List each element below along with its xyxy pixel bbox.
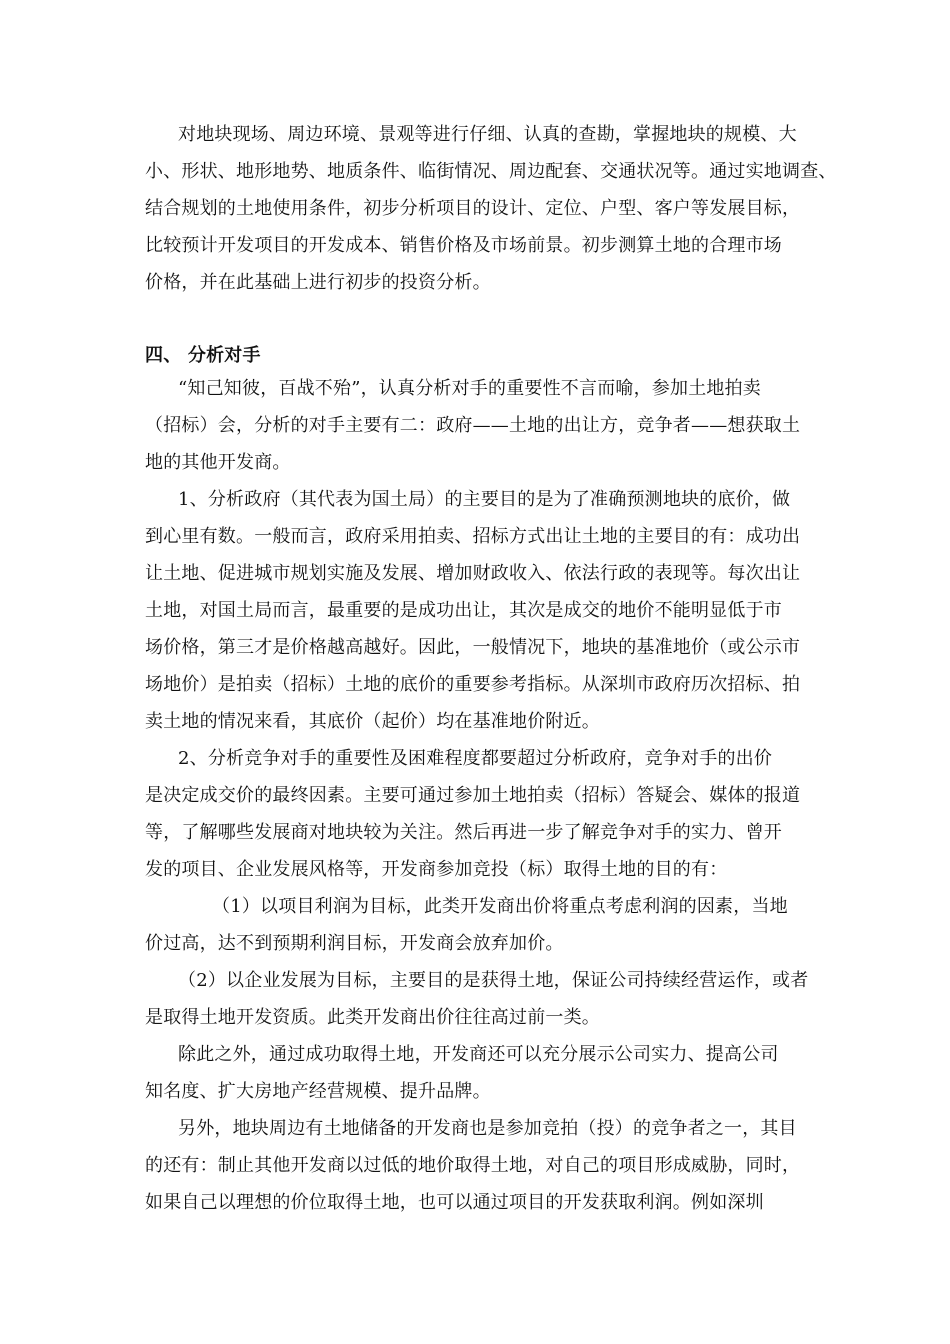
text-line: （招标）会，分析的对手主要有二：政府——土地的出让方，竞争者——想获取土: [145, 415, 801, 436]
text-line: 价过高，达不到预期利润目标，开发商会放弃加价。: [145, 933, 564, 954]
text-line: 土地，对国土局而言，最重要的是成功出让，其次是成交的地价不能明显低于市: [145, 600, 782, 621]
text-line: 如果自己以理想的价位取得土地，也可以通过项目的开发获取利润。例如深圳: [145, 1192, 764, 1213]
text-line: 发的项目、企业发展风格等，开发商参加竞投（标）取得土地的目的有：: [145, 859, 728, 880]
text-line: 价格，并在此基础上进行初步的投资分析。: [145, 272, 491, 293]
text-line: 结合规划的土地使用条件，初步分析项目的设计、定位、户型、客户等发展目标，: [145, 198, 801, 219]
text-line: 地的其他开发商。: [145, 452, 291, 473]
text-line: 卖土地的情况来看，其底价（起价）均在基准地价附近。: [145, 711, 600, 732]
text-line: 场地价）是拍卖（招标）土地的底价的重要参考指标。从深圳市政府历次招标、拍: [145, 674, 801, 695]
text-line: 场价格，第三才是价格越高越好。因此，一般情况下，地块的基准地价（或公示市: [145, 637, 801, 658]
text-line: 是决定成交价的最终因素。主要可通过参加土地拍卖（招标）答疑会、媒体的报道: [145, 785, 801, 806]
text-line: 知名度、扩大房地产经营规模、提升品牌。: [145, 1081, 491, 1102]
text-line: “知己知彼，百战不殆”，认真分析对手的重要性不言而喻，参加土地拍卖: [178, 378, 762, 399]
text-line: 2、分析竞争对手的重要性及困难程度都要超过分析政府，竞争对手的出价: [178, 748, 773, 769]
text-line: （1）以项目利润为目标，此类开发商出价将重点考虑利润的因素，当地: [212, 896, 788, 917]
text-line: 让土地、促进城市规划实施及发展、增加财政收入、依法行政的表现等。每次出让: [145, 563, 801, 584]
text-line: 到心里有数。一般而言，政府采用拍卖、招标方式出让土地的主要目的有：成功出: [145, 526, 801, 547]
text-line: 另外，地块周边有土地储备的开发商也是参加竞拍（投）的竞争者之一，其目: [178, 1118, 797, 1139]
text-line: 是取得土地开发资质。此类开发商出价往往高过前一类。: [145, 1007, 600, 1028]
text-line: 的还有：制止其他开发商以过低的地价取得土地，对自己的项目形成威胁，同时，: [145, 1155, 801, 1176]
text-line: （2）以企业发展为目标，主要目的是获得土地，保证公司持续经营运作，或者: [178, 970, 809, 991]
text-line: 除此之外，通过成功取得土地，开发商还可以充分展示公司实力、提高公司: [178, 1044, 779, 1065]
text-line: 对地块现场、周边环境、景观等进行仔细、认真的查勘，掌握地块的规模、大: [178, 124, 797, 145]
text-line: 小、形状、地形地势、地质条件、临街情况、周边配套、交通状况等。通过实地调查、: [145, 161, 837, 182]
section-heading: 四、 分析对手: [145, 345, 261, 366]
text-line: 比较预计开发项目的开发成本、销售价格及市场前景。初步测算土地的合理市场: [145, 235, 782, 256]
text-line: 1、分析政府（其代表为国土局）的主要目的是为了准确预测地块的底价，做: [178, 489, 791, 510]
text-line: 等，了解哪些发展商对地块较为关注。然后再进一步了解竞争对手的实力、曾开: [145, 822, 782, 843]
